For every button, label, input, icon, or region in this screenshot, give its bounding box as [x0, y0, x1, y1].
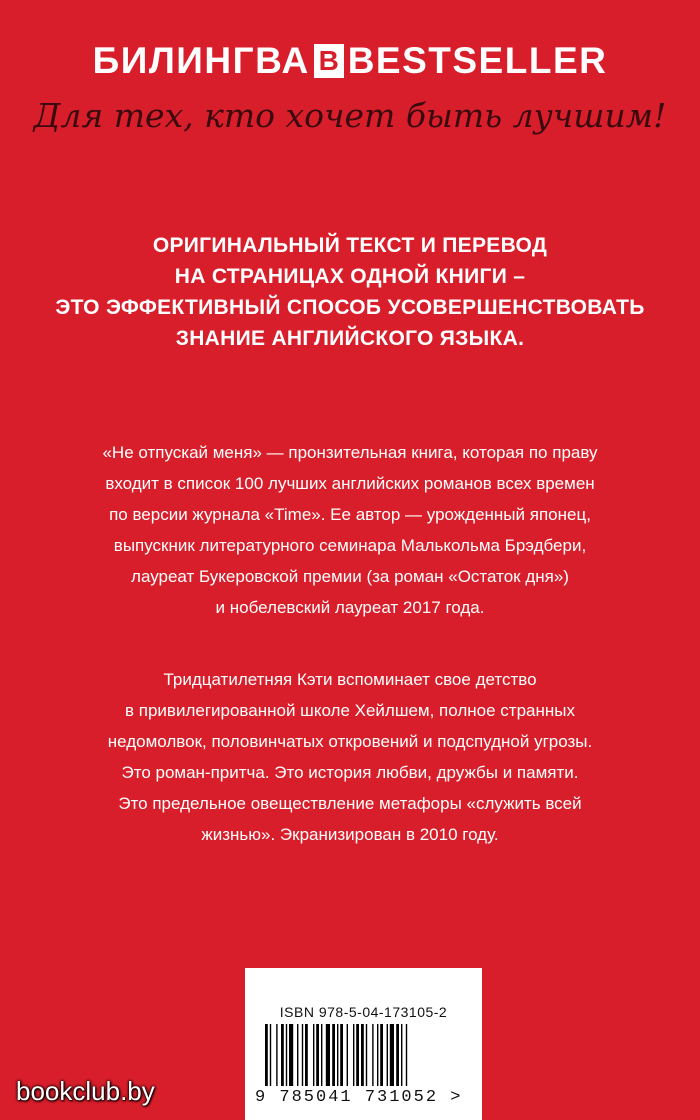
lead-line: ОРИГИНАЛЬНЫЙ ТЕКСТ И ПЕРЕВОД	[152, 234, 548, 257]
paragraph-line: в привилегированной школе Хейлшем, полное странных	[125, 701, 575, 720]
brand-right: BESTSELLER	[347, 40, 608, 81]
paragraph-line: входит в список 100 лучших английских романов всех времен	[105, 474, 595, 493]
paragraph-line: недомолвок, половинчатых откровений и подспудной угрозы.	[107, 732, 593, 751]
paragraph-line: выпускник литературного семинара Малькольма Брэдбери,	[113, 536, 587, 555]
paragraph-line: жизнью». Экранизирован в 2010 году.	[201, 825, 499, 844]
site-watermark: bookclub.by	[16, 1076, 155, 1106]
paragraph-line: лауреат Букеровской премии (за роман «Остаток дня»)	[131, 567, 569, 586]
barcode-panel	[245, 968, 482, 1120]
description-paragraph-2	[0, 664, 700, 850]
paragraph-line: «Не отпускай меня» — пронзительная книга, которая по праву	[102, 443, 598, 462]
paragraph-line: и нобелевский лауреат 2017 года.	[215, 598, 485, 617]
barcode-number: 9 785041 731052 >	[255, 1088, 463, 1107]
paragraph-line: Это предельное овеществление метафоры «служить всей	[118, 794, 582, 813]
barcode-icon	[265, 1024, 465, 1086]
brand-left: БИЛИНГВА	[92, 40, 310, 81]
lead-line: ЗНАНИЕ АНГЛИЙСКОГО ЯЗЫКА.	[175, 327, 525, 350]
lead-line: ЭТО ЭФФЕКТИВНЫЙ СПОСОБ УСОВЕРШЕНСТВОВАТЬ	[55, 296, 645, 319]
paragraph-line: по версии журнала «Time». Ее автор — урожденный японец,	[109, 505, 591, 524]
lead-statement	[0, 230, 700, 354]
description-paragraph-1	[0, 437, 700, 623]
isbn-label: ISBN 978-5-04-173105-2	[279, 1004, 448, 1020]
series-tagline: Для тех, кто хочет быть лучшим!	[33, 96, 667, 135]
series-brand	[0, 40, 700, 82]
paragraph-line: Тридцатилетняя Кэти вспоминает свое детство	[163, 670, 537, 689]
lead-line: НА СТРАНИЦАХ ОДНОЙ КНИГИ –	[174, 265, 526, 288]
paragraph-line: Это роман-притча. Это история любви, дружбы и памяти.	[121, 763, 579, 782]
brand-logo-icon: B	[314, 44, 344, 78]
